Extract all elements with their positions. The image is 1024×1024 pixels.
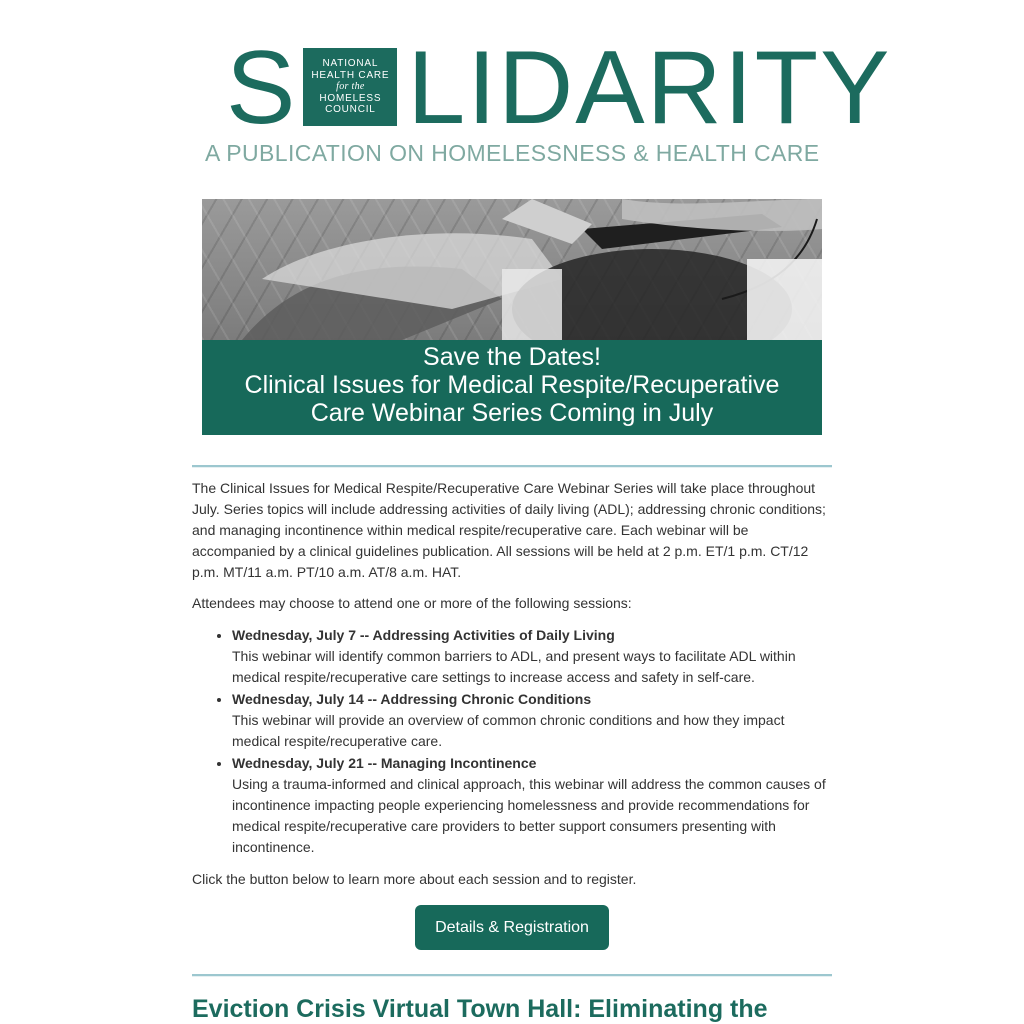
logo-box-line: NATIONAL [322,58,379,70]
session-item [232,688,832,752]
session-list [192,624,832,858]
attendees-paragraph: Attendees may choose to attend one or more of the following sessions: [192,595,632,611]
session-title: • Wednesday, July 21 -- Managing Incontinence [232,755,537,771]
masthead [202,30,892,170]
solidarity-logo [226,30,892,146]
intro-paragraph: The Clinical Issues for Medical Respite/Recuperative Care Webinar Series will take place throughout July. Series topics will include addressing activities of daily living (ADL); addressing chronic conditions; and managing incontinence within medical respite/recuperative care. Each webinar will be accompanied by a clinical guidelines publication. All sessions will be held at 2 p.m. ET/1 p.m. CT/12 p.m. MT/11 a.m. PT/10 a.m. AT/8 a.m. HAT. [192,480,826,580]
session-description: Using a trauma-informed and clinical approach, this webinar will address the common causes of incontinence impacting people experiencing homelessness and provide recommendations for medical respite/recuperative care providers to better support consumers presenting with incontinence. [232,776,826,855]
session-item [232,752,832,858]
cta-container [192,905,832,950]
section-divider [192,465,832,467]
logo-wordmark: LIDARITY [407,30,892,146]
session-title: • Wednesday, July 14 -- Addressing Chronic Conditions [232,691,592,707]
article-body [192,478,832,900]
session-item [232,624,832,688]
logo-letter-s: S [226,30,298,146]
logo-box-line: HEALTH CARE [311,69,390,81]
logo-box-line: for the [336,81,365,93]
session-description: This webinar will identify common barriers to ADL, and present ways to facilitate ADL within medical respite/recuperative care settings to increase access and safety in self-care. [232,648,796,685]
banner-line: Save the Dates! [423,343,601,371]
nhchc-logo-box [303,48,397,126]
save-the-dates-banner [202,340,822,435]
hero-banner-image[interactable] [202,199,822,435]
details-registration-button[interactable]: Details & Registration [415,905,609,950]
next-article-headline[interactable]: Eviction Crisis Virtual Town Hall: Eliminating the [192,995,768,1023]
section-divider [192,974,832,976]
hero-photo [202,199,822,340]
publication-tagline: A PUBLICATION ON HOMELESSNESS & HEALTH CARE [205,140,820,166]
banner-line: Care Webinar Series Coming in July [310,399,714,427]
session-description: This webinar will provide an overview of common chronic conditions and how they impact medical respite/recuperative care. [232,712,785,749]
cta-paragraph: Click the button below to learn more about each session and to register. [192,871,637,887]
banner-line: Clinical Issues for Medical Respite/Recuperative [244,371,780,399]
wheelchair-photo-illustration [202,199,822,340]
logo-box-line: COUNCIL [325,104,376,116]
logo-box-line: HOMELESS [319,92,382,104]
session-title: • Wednesday, July 7 -- Addressing Activities of Daily Living [232,627,615,643]
